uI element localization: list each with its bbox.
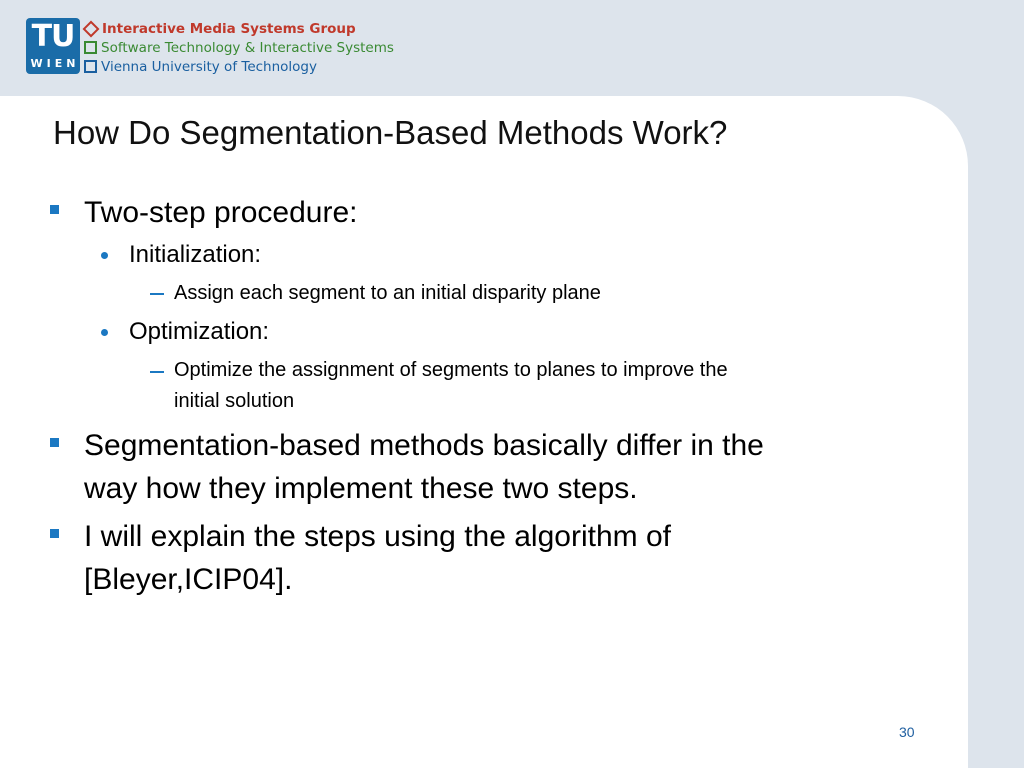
bullet-initialization: Initialization: (129, 241, 262, 268)
bullet-explain-line1: I will explain the steps using the algorithm of (84, 520, 671, 553)
org-university-name: Vienna University of Technology (101, 58, 317, 75)
bullet-explain-line2: [Bleyer,ICIP04]. (84, 563, 293, 596)
dash-bullet-icon (150, 293, 164, 295)
square-bullet-icon (50, 438, 59, 447)
logo-tu-text: TU (31, 19, 75, 54)
bullet-assign-segment: Assign each segment to an initial disparity plane (174, 282, 601, 304)
square-bullet-icon (50, 529, 59, 538)
logo-wien-text: WIEN (30, 57, 80, 70)
dot-bullet-icon (101, 252, 108, 259)
bullet-optimize-line1: Optimize the assignment of segments to planes to improve the (174, 359, 728, 381)
dash-bullet-icon (150, 371, 164, 373)
page-number: 30 (899, 724, 915, 740)
bullet-optimize-line2: initial solution (174, 390, 295, 412)
dot-bullet-icon (101, 329, 108, 336)
bullet-segmentation-line1: Segmentation-based methods basically differ in the (84, 429, 764, 462)
org-group-name: Interactive Media Systems Group (102, 20, 356, 37)
bullet-segmentation-line2: way how they implement these two steps. (84, 472, 638, 505)
square-bullet-icon (50, 205, 59, 214)
bullet-optimization: Optimization: (129, 318, 270, 345)
slide-title: How Do Segmentation-Based Methods Work? (53, 114, 728, 151)
bullet-two-step: Two-step procedure: (84, 196, 358, 229)
org-institute-name: Software Technology & Interactive Systems (101, 39, 394, 56)
